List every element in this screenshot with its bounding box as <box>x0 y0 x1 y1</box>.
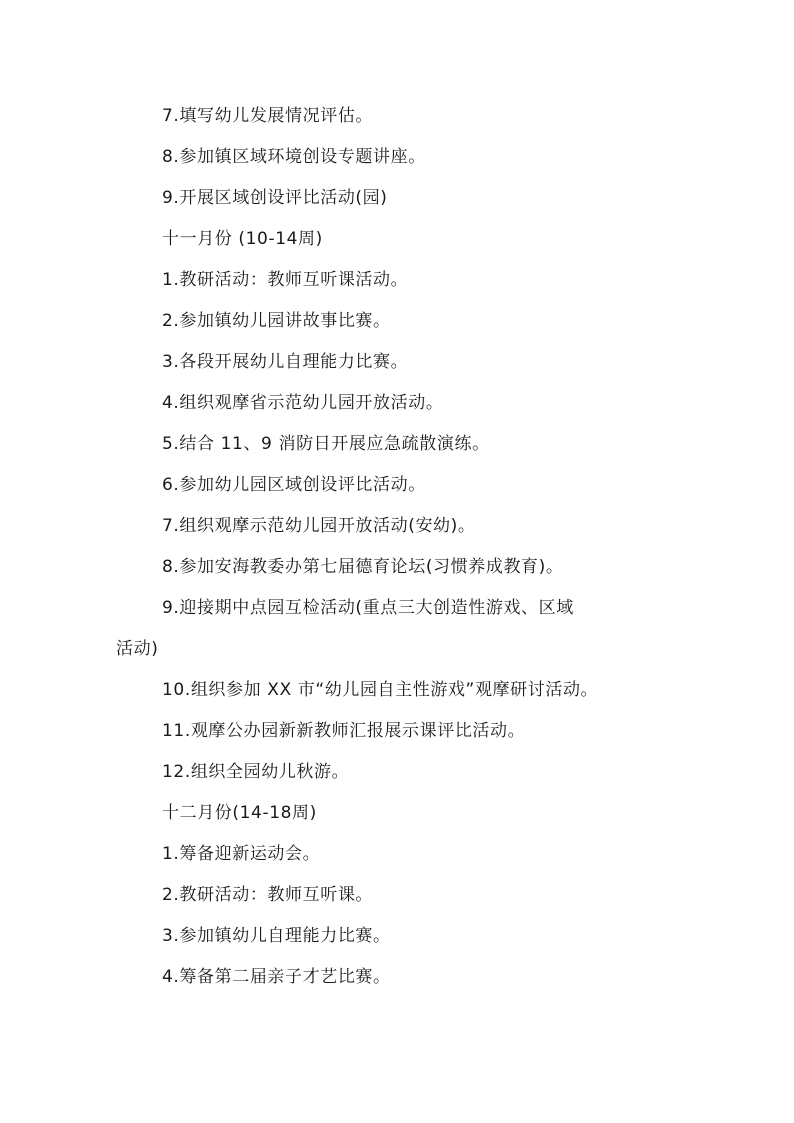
list-item: 8.参加镇区域环境创设专题讲座。 <box>162 147 426 167</box>
list-item: 5.结合 11、9 消防日开展应急疏散演练。 <box>162 434 490 454</box>
list-item: 11.观摩公办园新新教师汇报展示课评比活动。 <box>162 721 526 741</box>
list-item: 9.迎接期中点园互检活动(重点三大创造性游戏、区域 <box>162 598 574 618</box>
list-item: 2.教研活动：教师互听课。 <box>162 885 374 905</box>
list-item: 1.教研活动：教师互听课活动。 <box>162 270 409 290</box>
list-item: 6.参加幼儿园区域创设评比活动。 <box>162 475 426 495</box>
list-item-continuation: 活动) <box>116 639 159 659</box>
section-heading-november: 十一月份 (10-14周) <box>162 229 323 249</box>
document-body <box>116 96 676 998</box>
section-heading-december: 十二月份(14-18周) <box>162 803 317 823</box>
list-item: 4.组织观摩省示范幼儿园开放活动。 <box>162 393 444 413</box>
list-item: 4.筹备第二届亲子才艺比赛。 <box>162 967 391 987</box>
list-item: 7.填写幼儿发展情况评估。 <box>162 106 374 126</box>
list-item: 3.参加镇幼儿自理能力比赛。 <box>162 926 391 946</box>
list-item: 1.筹备迎新运动会。 <box>162 844 321 864</box>
list-item: 9.开展区域创设评比活动(园) <box>162 188 388 208</box>
list-item: 8.参加安海教委办第七届德育论坛(习惯养成教育)。 <box>162 557 564 577</box>
list-item: 10.组织参加 XX 市“幼儿园自主性游戏”观摩研讨活动。 <box>162 680 599 700</box>
list-item: 12.组织全园幼儿秋游。 <box>162 762 350 782</box>
list-item: 2.参加镇幼儿园讲故事比赛。 <box>162 311 391 331</box>
list-item: 3.各段开展幼儿自理能力比赛。 <box>162 352 409 372</box>
list-item: 7.组织观摩示范幼儿园开放活动(安幼)。 <box>162 516 476 536</box>
